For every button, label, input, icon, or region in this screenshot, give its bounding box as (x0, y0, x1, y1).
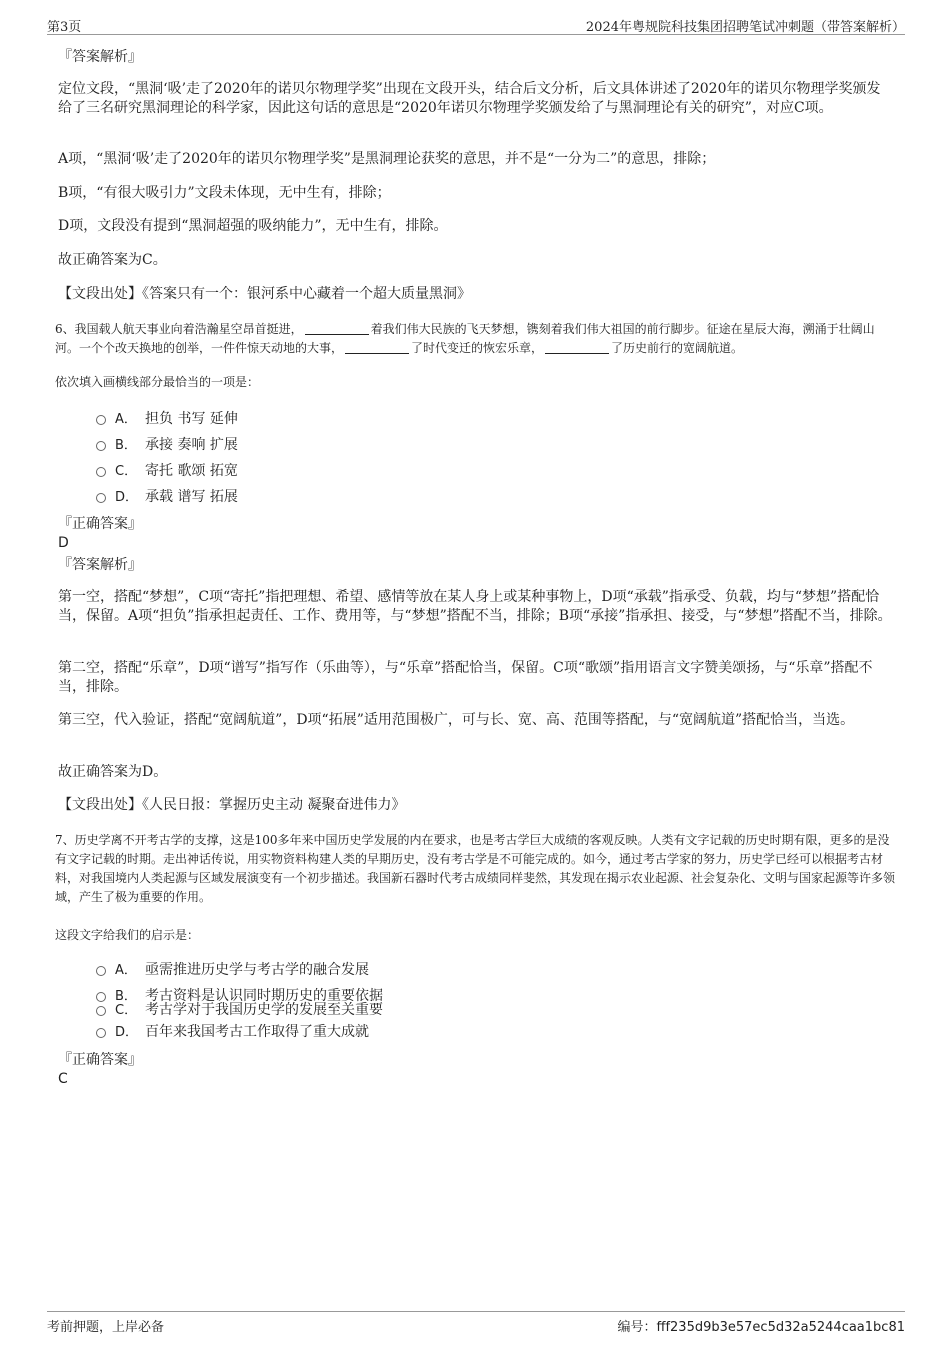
page-number: 第3页 (47, 20, 82, 35)
q6-option-c[interactable]: C． 寄托 歌颂 拓宽 (96, 461, 238, 482)
q6-correct-answer: D (58, 535, 69, 551)
q5-analysis-p3: B项，“有很大吸引力”文段未体现，无中生有，排除； (58, 185, 391, 201)
q5-conclusion: 故正确答案为C。 (58, 252, 167, 268)
q7-correct-answer: C (58, 1071, 68, 1087)
q6-correct-label: 『正确答案』 (58, 516, 142, 532)
document-code: 编号：fff235d9b3e57ec5d32a5244caa1bc81 (617, 1320, 905, 1335)
q7-prompt: 这段文字给我们的启示是： (55, 928, 200, 942)
q7-stem: 7、历史学离不开考古学的支撑，这是100多年来中国历史学发展的内在要求，也是考古学巨大成绩的客观反映。人类有文字记载的历史时期有限，更多的是没有文字记载的时期。走出神话传说，用实物资料构建人类的早期历史，没有考古学是不可能完成的。如今，通过考古学家的努力，历史学已经可以根据考古材料，对我国境内人类起源与区域发展演变有一个初步描述。我国新石器时代考古成绩同样斐然，其发现在揭示农业起源、社会复杂化、文明与国家起源等许多领域，产生了极为重要的作用。 (55, 833, 896, 904)
blank-3 (545, 341, 609, 354)
q7-option-a[interactable]: A． 亟需推进历史学与考古学的融合发展 (96, 960, 369, 981)
q7-option-c[interactable]: C． 考古学对于我国历史学的发展至关重要 (96, 1000, 383, 1021)
radio-icon[interactable] (96, 1006, 106, 1016)
q6-stem: 6、我国载人航天事业向着浩瀚星空昂首挺进， 着我们伟大民族的飞天梦想，镌刻着我们伟大祖国的前行脚步。征途在星辰大海，溯涌于壮阔山河。一个个改天换地的创举，一件件惊天动地的大事， 了时代变迁的恢宏乐章， 了历史前行的宽阔航道。 (55, 322, 875, 355)
q7-correct-label: 『正确答案』 (58, 1052, 142, 1068)
q5-analysis-p2: A项，“黑洞‘吸’走了2020年的诺贝尔物理学奖”是黑洞理论获奖的意思，并不是“一分为二”的意思，排除； (58, 151, 716, 167)
footer-slogan: 考前押题，上岸必备 (47, 1320, 165, 1335)
q6-option-d[interactable]: D． 承载 谱写 拓展 (96, 487, 238, 508)
radio-icon[interactable] (96, 1028, 106, 1038)
q5-analysis-p4: D项，文段没有提到“黑洞超强的吸纳能力”，无中生有，排除。 (58, 218, 448, 234)
q6-option-b[interactable]: B． 承接 奏响 扩展 (96, 435, 238, 456)
q5-source: 【文段出处】《答案只有一个：银河系中心藏着一个超大质量黑洞》 (58, 286, 471, 302)
blank-1 (305, 322, 369, 335)
q6-prompt: 依次填入画横线部分最恰当的一项是： (55, 375, 260, 389)
q6-analysis-p1: 第一空，搭配“梦想”，C项“寄托”指把理想、希望、感情等放在某人身上或某种事物上，D项“承载”指承受、负载，均与“梦想”搭配恰当，保留。A项“担负”指承担起责任、工作、费用等，与“梦想”搭配不当，排除；B项“承接”指承担、接受，与“梦想”搭配不当，排除。 (58, 589, 892, 624)
q6-analysis-p3: 第三空，代入验证，搭配“宽阔航道”，D项“拓展”适用范围极广，可与长、宽、高、范围等搭配，与“宽阔航道”搭配恰当，当选。 (58, 712, 855, 728)
q6-analysis-label: 『答案解析』 (58, 557, 142, 573)
q5-analysis-label: 『答案解析』 (58, 49, 142, 65)
q6-analysis-p2: 第二空，搭配“乐章”，D项“谱写”指写作（乐曲等），与“乐章”搭配恰当，保留。C项“歌颂”指用语言文字赞美颂扬，与“乐章”搭配不当，排除。 (58, 660, 873, 695)
radio-icon[interactable] (96, 493, 106, 503)
q6-option-a[interactable]: A． 担负 书写 延伸 (96, 409, 238, 430)
q6-conclusion: 故正确答案为D。 (58, 764, 168, 780)
radio-icon[interactable] (96, 966, 106, 976)
page-header (47, 14, 905, 35)
radio-icon[interactable] (96, 467, 106, 477)
document-title: 2024年粤规院科技集团招聘笔试冲刺题（带答案解析） (585, 20, 905, 35)
q5-analysis-p1: 定位文段，“黑洞‘吸’走了2020年的诺贝尔物理学奖”出现在文段开头，结合后文分析，后文具体讲述了2020年的诺贝尔物理学奖颁发给了三名研究黑洞理论的科学家，因此这句话的意思是“2020年诺贝尔物理学奖颁发给了与黑洞理论有关的研究”，对应C项。 (58, 81, 881, 116)
q7-option-b[interactable]: B． 考古资料是认识同时期历史的重要依据 (96, 986, 383, 1007)
radio-icon[interactable] (96, 415, 106, 425)
q6-source: 【文段出处】《人民日报：掌握历史主动 凝聚奋进伟力》 (58, 797, 406, 813)
q7-option-d[interactable]: D． 百年来我国考古工作取得了重大成就 (96, 1022, 369, 1043)
radio-icon[interactable] (96, 441, 106, 451)
blank-2 (345, 341, 409, 354)
page-footer (47, 1311, 905, 1336)
